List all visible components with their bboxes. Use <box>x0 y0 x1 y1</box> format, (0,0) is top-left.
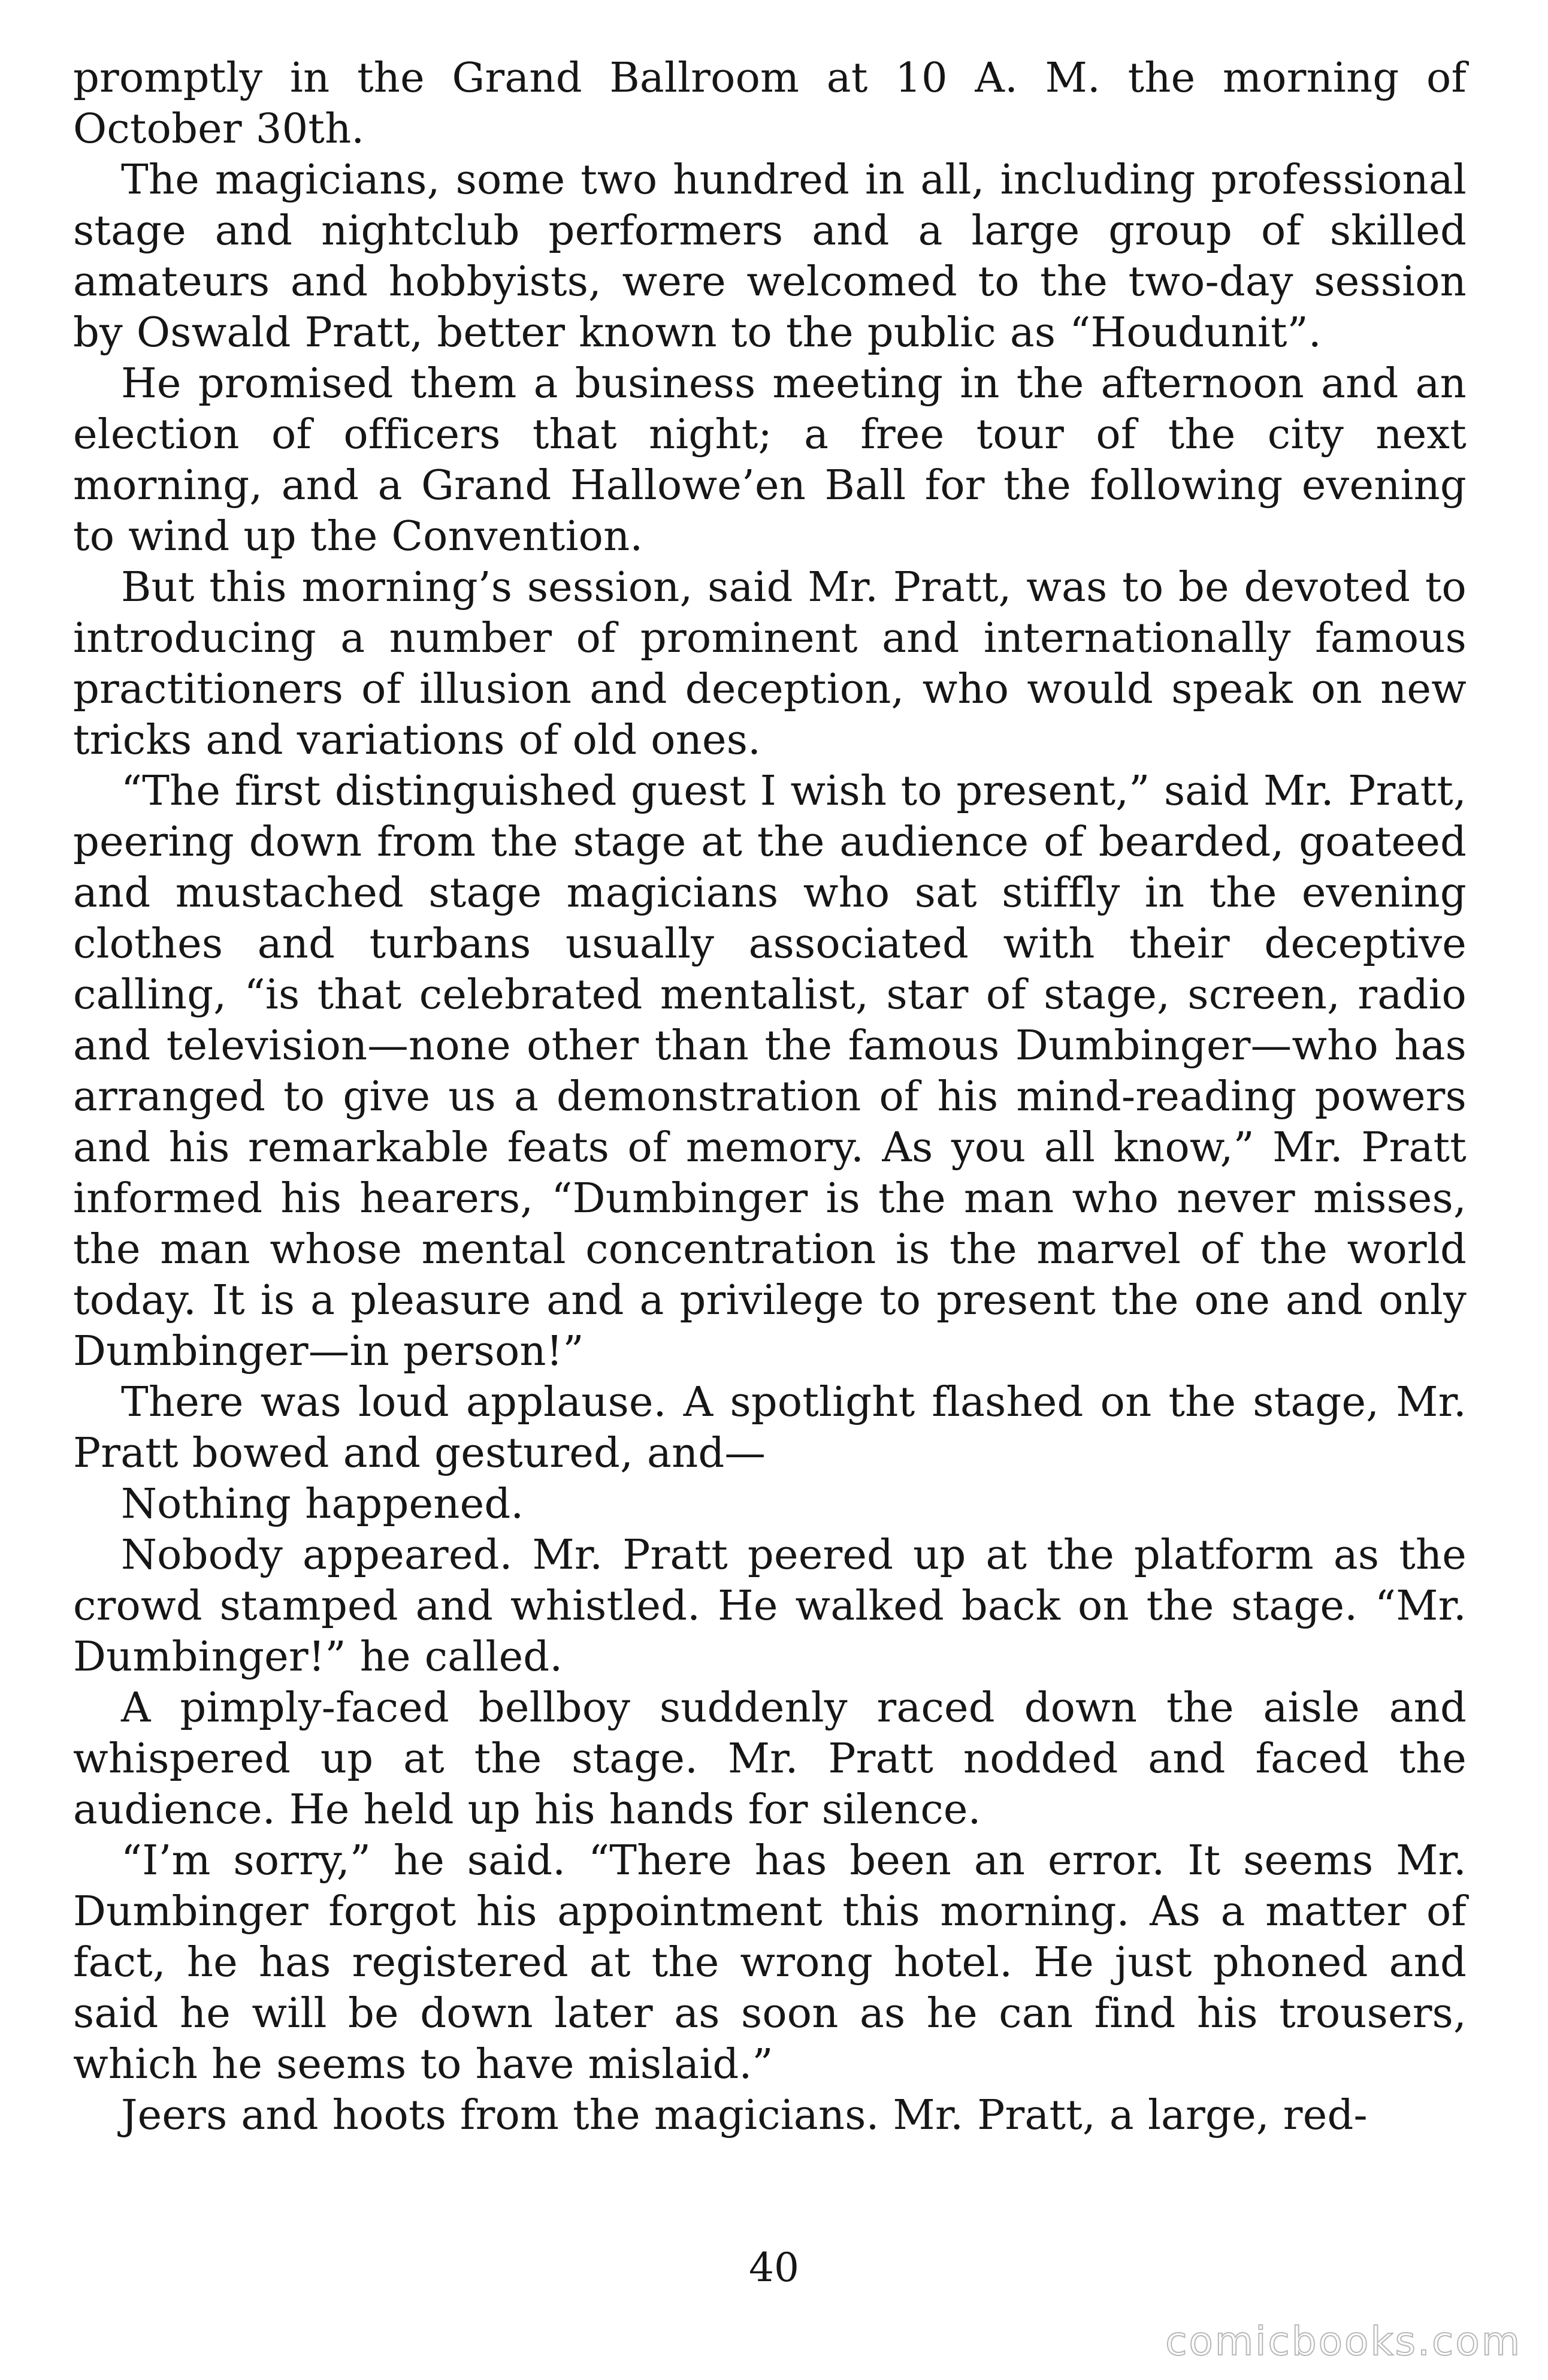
paragraph-6: There was loud applause. A spotlight flashed on the stage, Mr. Pratt bowed and gestured, and— <box>73 1378 1467 1477</box>
page-body <box>73 53 1467 2141</box>
watermark-logo: comicbooks.com <box>1165 2318 1522 2364</box>
paragraph-10: “I’m sorry,” he said. “There has been an error. It seems Mr. Dumbinger forgot his appointment this morning. As a matter of fact, he has registered at the wrong hotel. He just phoned and said he will be down later as soon as he can find his trousers, which he seems to have mislaid.” <box>73 1837 1467 2088</box>
paragraph-9: A pimply-faced bellboy suddenly raced down the aisle and whispered up at the stage. Mr. Pratt nodded and faced the audience. He held up his hands for silence. <box>73 1684 1467 1834</box>
paragraph-4: But this morning’s session, said Mr. Pratt, was to be devoted to introducing a number of prominent and internationally famous practitioners of illusion and deception, who would speak on new tricks and variations of old ones. <box>73 563 1467 764</box>
page-number: 40 <box>749 2245 799 2291</box>
paragraph-3: He promised them a business meeting in the afternoon and an election of officers that night; a free tour of the city next morning, and a Grand Hallowe’en Ball for the following evening to wind up the Convention. <box>73 360 1467 560</box>
paragraph-5: “The first distinguished guest I wish to present,” said Mr. Pratt, peering down from the stage at the audience of bearded, goateed and mustached stage magicians who sat stiffly in the evening clothes and turbans usually associated with their deceptive calling, “is that celebrated mentalist, star of stage, screen, radio and television—none other than the famous Dumbinger—who has arranged to give us a demonstration of his mind-reading powers and his remarkable feats of memory. As you all know,” Mr. Pratt informed his hearers, “Dumbinger is the man who never misses, the man whose mental concentration is the marvel of the world today. It is a pleasure and a privilege to present the one and only Dumbinger—in person!” <box>73 767 1467 1375</box>
paragraph-11: Jeers and hoots from the magicians. Mr. Pratt, a large, red- <box>121 2091 1368 2139</box>
paragraph-1: promptly in the Grand Ballroom at 10 A. M. the morning of October 30th. <box>73 54 1467 153</box>
paragraph-7: Nothing happened. <box>121 1480 524 1528</box>
paragraph-8: Nobody appeared. Mr. Pratt peered up at the platform as the crowd stamped and whistled. He walked back on the stage. “Mr. Dumbinger!” he called. <box>73 1531 1467 1681</box>
paragraph-2: The magicians, some two hundred in all, including professional stage and nightclub performers and a large group of skilled amateurs and hobbyists, were welcomed to the two-day session by Oswald Pratt, better known to the public as “Houdunit”. <box>73 156 1467 357</box>
